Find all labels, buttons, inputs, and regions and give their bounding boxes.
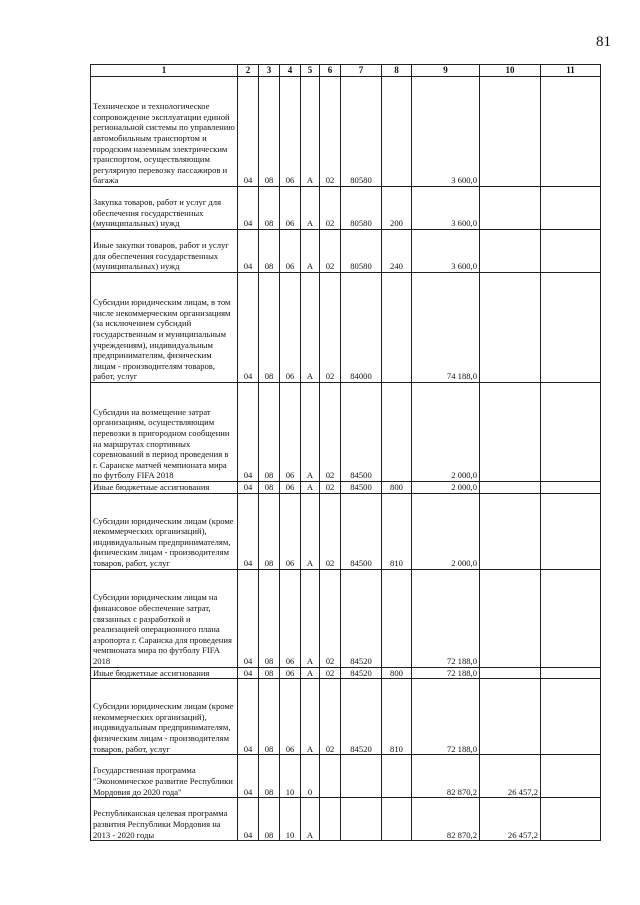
row-c9-cell: 2 000,0 (412, 493, 480, 569)
row-c2-cell: 04 (238, 493, 259, 569)
table-row (91, 569, 601, 667)
row-c3-cell: 08 (259, 755, 280, 798)
row-name-cell: Субсидии юридическим лицам (кроме некоммерческих организаций), индивидуальным предпринимателям, физическим лицам - производителям товаров, работ, услуг (91, 493, 238, 569)
row-c7-cell: 84520 (341, 679, 382, 755)
row-c5-cell: А (301, 187, 320, 230)
row-c7-cell: 84500 (341, 482, 382, 494)
column-header: 11 (541, 65, 601, 77)
row-name-cell: Иные закупки товаров, работ и услуг для обеспечения государственных (муниципальных) нужд (91, 230, 238, 273)
row-c2-cell: 04 (238, 230, 259, 273)
row-c5-cell: А (301, 569, 320, 667)
row-c10-cell: 26 457,2 (480, 755, 541, 798)
row-c6-cell: 02 (320, 383, 341, 482)
row-c2-cell: 04 (238, 667, 259, 679)
row-c6-cell (320, 798, 341, 841)
column-header: 8 (382, 65, 412, 77)
row-c3-cell: 08 (259, 482, 280, 494)
row-c8-cell: 200 (382, 187, 412, 230)
row-c6-cell: 02 (320, 230, 341, 273)
row-c11-cell (541, 679, 601, 755)
row-c4-cell: 06 (280, 493, 301, 569)
row-c9-cell: 72 188,0 (412, 569, 480, 667)
row-c7-cell: 84520 (341, 667, 382, 679)
row-c3-cell: 08 (259, 383, 280, 482)
table-row (91, 667, 601, 679)
row-c7-cell: 80580 (341, 187, 382, 230)
row-c2-cell: 04 (238, 187, 259, 230)
row-c8-cell (382, 755, 412, 798)
row-c8-cell: 800 (382, 667, 412, 679)
table-row (91, 493, 601, 569)
row-c5-cell: А (301, 667, 320, 679)
table-row (91, 679, 601, 755)
row-c9-cell: 72 188,0 (412, 679, 480, 755)
row-c6-cell: 02 (320, 569, 341, 667)
row-c2-cell: 04 (238, 273, 259, 383)
row-c7-cell: 80580 (341, 230, 382, 273)
row-c7-cell: 84000 (341, 273, 382, 383)
table-row (91, 187, 601, 230)
row-c2-cell: 04 (238, 755, 259, 798)
row-name-cell: Иные бюджетные ассигнования (91, 482, 238, 494)
table-row (91, 230, 601, 273)
row-c10-cell (480, 493, 541, 569)
row-c5-cell: А (301, 482, 320, 494)
row-c11-cell (541, 187, 601, 230)
table-body (91, 77, 601, 841)
row-c3-cell: 08 (259, 667, 280, 679)
row-c11-cell (541, 482, 601, 494)
row-c11-cell (541, 230, 601, 273)
row-c4-cell: 06 (280, 273, 301, 383)
row-c6-cell: 02 (320, 187, 341, 230)
row-c7-cell: 84520 (341, 569, 382, 667)
row-c9-cell: 2 000,0 (412, 383, 480, 482)
row-c3-cell: 08 (259, 187, 280, 230)
row-c4-cell: 06 (280, 569, 301, 667)
row-c8-cell (382, 273, 412, 383)
table-row (91, 273, 601, 383)
row-c4-cell: 10 (280, 798, 301, 841)
row-c4-cell: 06 (280, 482, 301, 494)
row-c11-cell (541, 77, 601, 187)
row-c11-cell (541, 493, 601, 569)
row-c6-cell: 02 (320, 679, 341, 755)
row-c2-cell: 04 (238, 798, 259, 841)
column-header: 9 (412, 65, 480, 77)
row-c5-cell: А (301, 798, 320, 841)
row-c7-cell: 84500 (341, 383, 382, 482)
row-c10-cell (480, 77, 541, 187)
row-c10-cell (480, 569, 541, 667)
table-row (91, 798, 601, 841)
column-header: 6 (320, 65, 341, 77)
row-c8-cell: 240 (382, 230, 412, 273)
row-c4-cell: 10 (280, 755, 301, 798)
row-c11-cell (541, 755, 601, 798)
row-c9-cell: 3 600,0 (412, 77, 480, 187)
row-c4-cell: 06 (280, 230, 301, 273)
column-header: 4 (280, 65, 301, 77)
row-c8-cell (382, 798, 412, 841)
column-header: 2 (238, 65, 259, 77)
row-c11-cell (541, 569, 601, 667)
row-c3-cell: 08 (259, 798, 280, 841)
row-name-cell: Иные бюджетные ассигнования (91, 667, 238, 679)
row-c9-cell: 3 600,0 (412, 230, 480, 273)
column-header: 7 (341, 65, 382, 77)
row-c5-cell: 0 (301, 755, 320, 798)
row-name-cell: Субсидии на возмещение затрат организациям, осуществляющим перевозки в пригородном сообщении на маршрутах спортивных соревнований в период проведения в г. Саранске матчей чемпионата мира по футболу FIFA 2018 (91, 383, 238, 482)
row-c10-cell (480, 383, 541, 482)
column-header: 1 (91, 65, 238, 77)
row-c3-cell: 08 (259, 77, 280, 187)
row-c5-cell: А (301, 230, 320, 273)
column-header: 3 (259, 65, 280, 77)
row-c2-cell: 04 (238, 569, 259, 667)
row-c2-cell: 04 (238, 679, 259, 755)
row-c6-cell: 02 (320, 667, 341, 679)
row-c8-cell: 810 (382, 679, 412, 755)
row-c6-cell: 02 (320, 482, 341, 494)
row-c8-cell: 810 (382, 493, 412, 569)
row-name-cell: Субсидии юридическим лицам на финансовое обеспечение затрат, связанных с разработкой и реализацией операционного плана аэропорта г. Саранска для проведения чемпионата мира по футболу FIFA 2018 (91, 569, 238, 667)
row-c9-cell: 82 870,2 (412, 755, 480, 798)
column-header: 5 (301, 65, 320, 77)
row-c3-cell: 08 (259, 569, 280, 667)
row-c7-cell (341, 755, 382, 798)
row-c5-cell: А (301, 273, 320, 383)
row-c9-cell: 74 188,0 (412, 273, 480, 383)
row-c3-cell: 08 (259, 493, 280, 569)
row-name-cell: Техническое и технологическое сопровождение эксплуатации единой региональной системы по управлению автомобильным транспортом и городским наземным электрическим транспортом, осуществляющим регулярную перевозку пассажиров и багажа (91, 77, 238, 187)
table-header-row (91, 65, 601, 77)
row-c8-cell (382, 569, 412, 667)
row-c7-cell (341, 798, 382, 841)
row-c8-cell (382, 383, 412, 482)
row-c4-cell: 06 (280, 679, 301, 755)
row-c10-cell (480, 679, 541, 755)
row-c11-cell (541, 383, 601, 482)
row-name-cell: Субсидии юридическим лицам, в том числе некоммерческим организациям (за исключением субсидий государственным и муниципальным учреждениям), индивидуальным предпринимателям, физическим лицам - производителям товаров, работ, услуг (91, 273, 238, 383)
row-c8-cell (382, 77, 412, 187)
row-c8-cell: 800 (382, 482, 412, 494)
row-c10-cell (480, 230, 541, 273)
row-c4-cell: 06 (280, 77, 301, 187)
row-c2-cell: 04 (238, 77, 259, 187)
row-c3-cell: 08 (259, 273, 280, 383)
row-c10-cell (480, 667, 541, 679)
row-c2-cell: 04 (238, 383, 259, 482)
row-c6-cell: 02 (320, 77, 341, 187)
table-row (91, 755, 601, 798)
column-header: 10 (480, 65, 541, 77)
row-c4-cell: 06 (280, 187, 301, 230)
budget-table (90, 64, 601, 841)
row-c3-cell: 08 (259, 230, 280, 273)
row-c6-cell (320, 755, 341, 798)
row-c5-cell: А (301, 383, 320, 482)
row-c11-cell (541, 667, 601, 679)
row-c7-cell: 84500 (341, 493, 382, 569)
row-c10-cell: 26 457,2 (480, 798, 541, 841)
row-c10-cell (480, 273, 541, 383)
row-c11-cell (541, 273, 601, 383)
row-c9-cell: 82 870,2 (412, 798, 480, 841)
table-row (91, 383, 601, 482)
row-name-cell: Государственная программа "Экономическое развитие Республики Мордовия до 2020 года" (91, 755, 238, 798)
row-c9-cell: 2 000,0 (412, 482, 480, 494)
row-name-cell: Субсидии юридическим лицам (кроме некоммерческих организаций), индивидуальным предпринимателям, физическим лицам - производителям товаров, работ, услуг (91, 679, 238, 755)
row-name-cell: Закупка товаров, работ и услуг для обеспечения государственных (муниципальных) нужд (91, 187, 238, 230)
table-row (91, 77, 601, 187)
row-c6-cell: 02 (320, 273, 341, 383)
row-c10-cell (480, 187, 541, 230)
row-c4-cell: 06 (280, 667, 301, 679)
table-row (91, 482, 601, 494)
row-c5-cell: А (301, 77, 320, 187)
row-c11-cell (541, 798, 601, 841)
row-c3-cell: 08 (259, 679, 280, 755)
row-c7-cell: 80580 (341, 77, 382, 187)
row-c4-cell: 06 (280, 383, 301, 482)
row-c10-cell (480, 482, 541, 494)
row-c2-cell: 04 (238, 482, 259, 494)
row-c6-cell: 02 (320, 493, 341, 569)
row-c5-cell: А (301, 493, 320, 569)
row-name-cell: Республиканская целевая программа развития Республики Мордовия на 2013 - 2020 годы (91, 798, 238, 841)
row-c9-cell: 72 188,0 (412, 667, 480, 679)
page-number: 81 (596, 34, 611, 50)
row-c5-cell: А (301, 679, 320, 755)
row-c9-cell: 3 600,0 (412, 187, 480, 230)
